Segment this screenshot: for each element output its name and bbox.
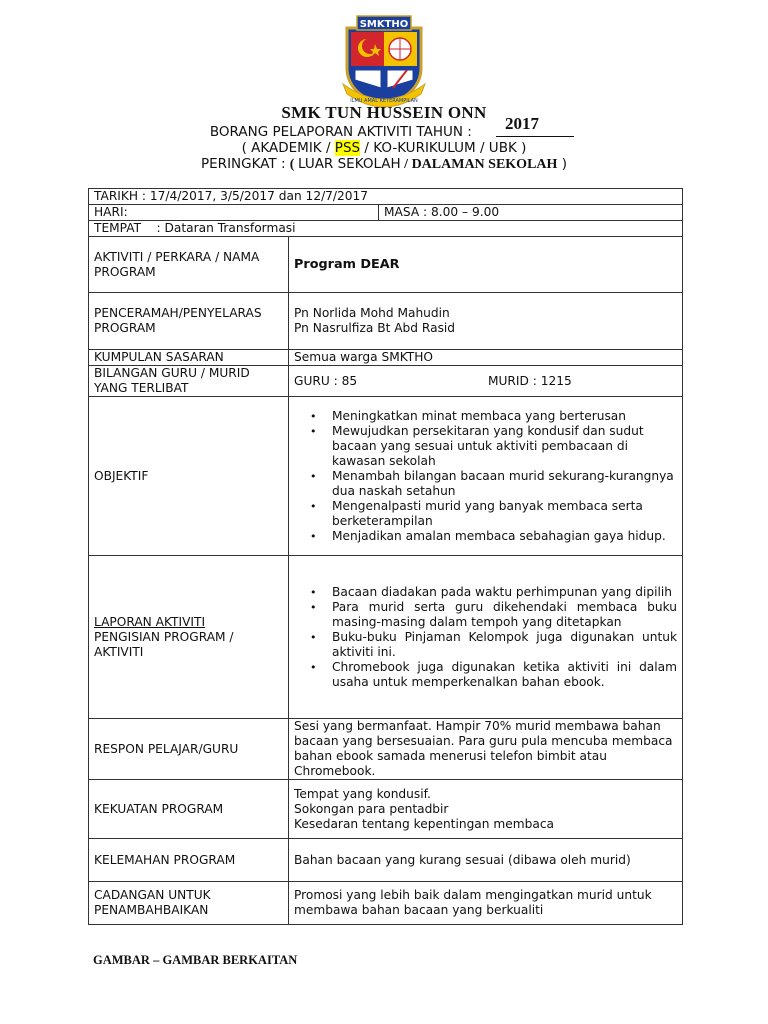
cadangan-value: Promosi yang lebih baik dalam mengingatkan murid untuk membawa bahan bacaan yang berkualiti <box>289 882 683 925</box>
category-line <box>0 140 768 156</box>
row-kumpulan <box>89 350 683 366</box>
laporan-item: • Para murid serta guru dikehendaki membaca buku masing-masing dalam tempoh yang ditetapkan <box>310 600 677 630</box>
penceramah-2: Pn Nasrulfiza Bt Abd Rasid <box>294 321 456 335</box>
crest-banner-text: SMKTHO <box>359 19 409 30</box>
objektif-item: • Menjadikan amalan membaca sebahagian gaya hidup. <box>310 529 677 544</box>
objektif-list <box>294 409 677 544</box>
kekuatan-item: Kesedaran tentang kepentingan membaca <box>294 816 554 831</box>
laporan-label: LAPORAN AKTIVITI <box>94 614 206 629</box>
guru-count: GURU : 85 <box>294 373 358 388</box>
pengisian-label: PENGISIAN PROGRAM / AKTIVITI <box>94 629 234 659</box>
row-tempat <box>89 221 683 237</box>
objektif-label: OBJEKTIF <box>89 397 289 556</box>
respon-value: Sesi yang bermanfaat. Hampir 70% murid membawa bahan bacaan yang bersesuaian. Para guru pula mencuba membaca bahan ebook samada menerusi telefon bimbit atau Chromebook. <box>289 719 683 780</box>
level-close: ) <box>557 156 567 172</box>
row-kekuatan <box>89 780 683 839</box>
report-label: BORANG PELAPORAN AKTIVITI TAHUN : <box>209 124 472 140</box>
laporan-item: • Buku-buku Pinjaman Kelompok juga digunakan untuk aktiviti ini. <box>310 630 677 660</box>
objektif-item: • Meningkatkan minat membaca yang berterusan <box>310 409 677 424</box>
row-respon <box>89 719 683 780</box>
school-name: SMK TUN HUSSEIN ONN <box>281 103 487 122</box>
laporan-item: • Bacaan diadakan pada waktu perhimpunan yang dipilih <box>310 585 677 600</box>
row-kelemahan <box>89 839 683 882</box>
row-cadangan <box>89 882 683 925</box>
level-label: PERINGKAT : <box>201 156 290 172</box>
respon-label: RESPON PELAJAR/GURU <box>89 719 289 780</box>
kekuatan-item: Sokongan para pentadbir <box>294 801 449 816</box>
level-inside: DALAMAN SEKOLAH <box>411 157 558 172</box>
objektif-item: • Menambah bilangan bacaan murid sekurang-kurangnya dua naskah setahun <box>310 469 677 499</box>
row-objektif <box>89 397 683 556</box>
kekuatan-value <box>289 780 683 839</box>
report-year: 2017 <box>505 114 539 133</box>
row-bilangan <box>89 366 683 397</box>
level-outside: LUAR SEKOLAH <box>297 156 401 172</box>
category-rest: / KO-KURIKULUM / UBK ) <box>360 140 527 156</box>
bilangan-label: BILANGAN GURU / MURID YANG TERLIBAT <box>89 366 289 397</box>
category-pss: PSS <box>334 140 361 156</box>
objektif-item: • Mengenalpasti murid yang banyak membaca serta berketerampilan <box>310 499 677 529</box>
kumpulan-value: Semua warga SMKTHO <box>289 350 683 366</box>
report-form-table <box>88 188 683 925</box>
school-crest-logo <box>337 10 431 112</box>
tempat-cell: TEMPAT : Dataran Transformasi <box>89 221 683 237</box>
level-line <box>0 156 768 173</box>
kekuatan-label: KEKUATAN PROGRAM <box>89 780 289 839</box>
masa-cell: MASA : 8.00 – 9.00 <box>379 205 683 221</box>
level-sep: / <box>400 157 412 172</box>
year-underline <box>496 136 574 137</box>
tarikh-cell: TARIKH : 17/4/2017, 3/5/2017 dan 12/7/2017 <box>89 189 683 205</box>
laporan-value <box>289 556 683 719</box>
row-hari <box>89 205 683 221</box>
gambar-heading: GAMBAR – GAMBAR BERKAITAN <box>93 953 298 967</box>
cadangan-label: CADANGAN UNTUK PENAMBAHBAIKAN <box>89 882 289 925</box>
objektif-value <box>289 397 683 556</box>
penceramah-value <box>289 293 683 350</box>
laporan-label-cell <box>89 556 289 719</box>
murid-count: MURID : 1215 <box>488 373 572 388</box>
crest-motto: ILMU AMAL KETERAMPILAN <box>350 98 418 104</box>
level-open: ( <box>289 157 298 172</box>
objektif-item: • Mewujudkan persekitaran yang kondusif dan sudut bacaan yang sesuai untuk aktiviti pembacaan di kawasan sekolah <box>310 424 677 469</box>
row-laporan <box>89 556 683 719</box>
laporan-item: • Chromebook juga digunakan ketika aktiviti ini dalam usaha untuk memperkenalkan bahan ebook. <box>310 660 677 690</box>
penceramah-label: PENCERAMAH/PENYELARAS PROGRAM <box>89 293 289 350</box>
laporan-list <box>294 585 677 690</box>
aktiviti-value: Program DEAR <box>289 237 683 293</box>
kelemahan-value: Bahan bacaan yang kurang sesuai (dibawa oleh murid) <box>289 839 683 882</box>
aktiviti-label: AKTIVITI / PERKARA / NAMA PROGRAM <box>89 237 289 293</box>
report-title <box>0 124 768 140</box>
kelemahan-label: KELEMAHAN PROGRAM <box>89 839 289 882</box>
kekuatan-item: Tempat yang kondusif. <box>294 786 431 801</box>
row-tarikh <box>89 189 683 205</box>
row-penceramah <box>89 293 683 350</box>
bilangan-value <box>289 366 683 397</box>
row-aktiviti <box>89 237 683 293</box>
hari-cell: HARI: <box>89 205 379 221</box>
kumpulan-label: KUMPULAN SASARAN <box>89 350 289 366</box>
category-open: ( AKADEMIK / <box>241 140 335 156</box>
penceramah-1: Pn Norlida Mohd Mahudin <box>294 306 450 320</box>
